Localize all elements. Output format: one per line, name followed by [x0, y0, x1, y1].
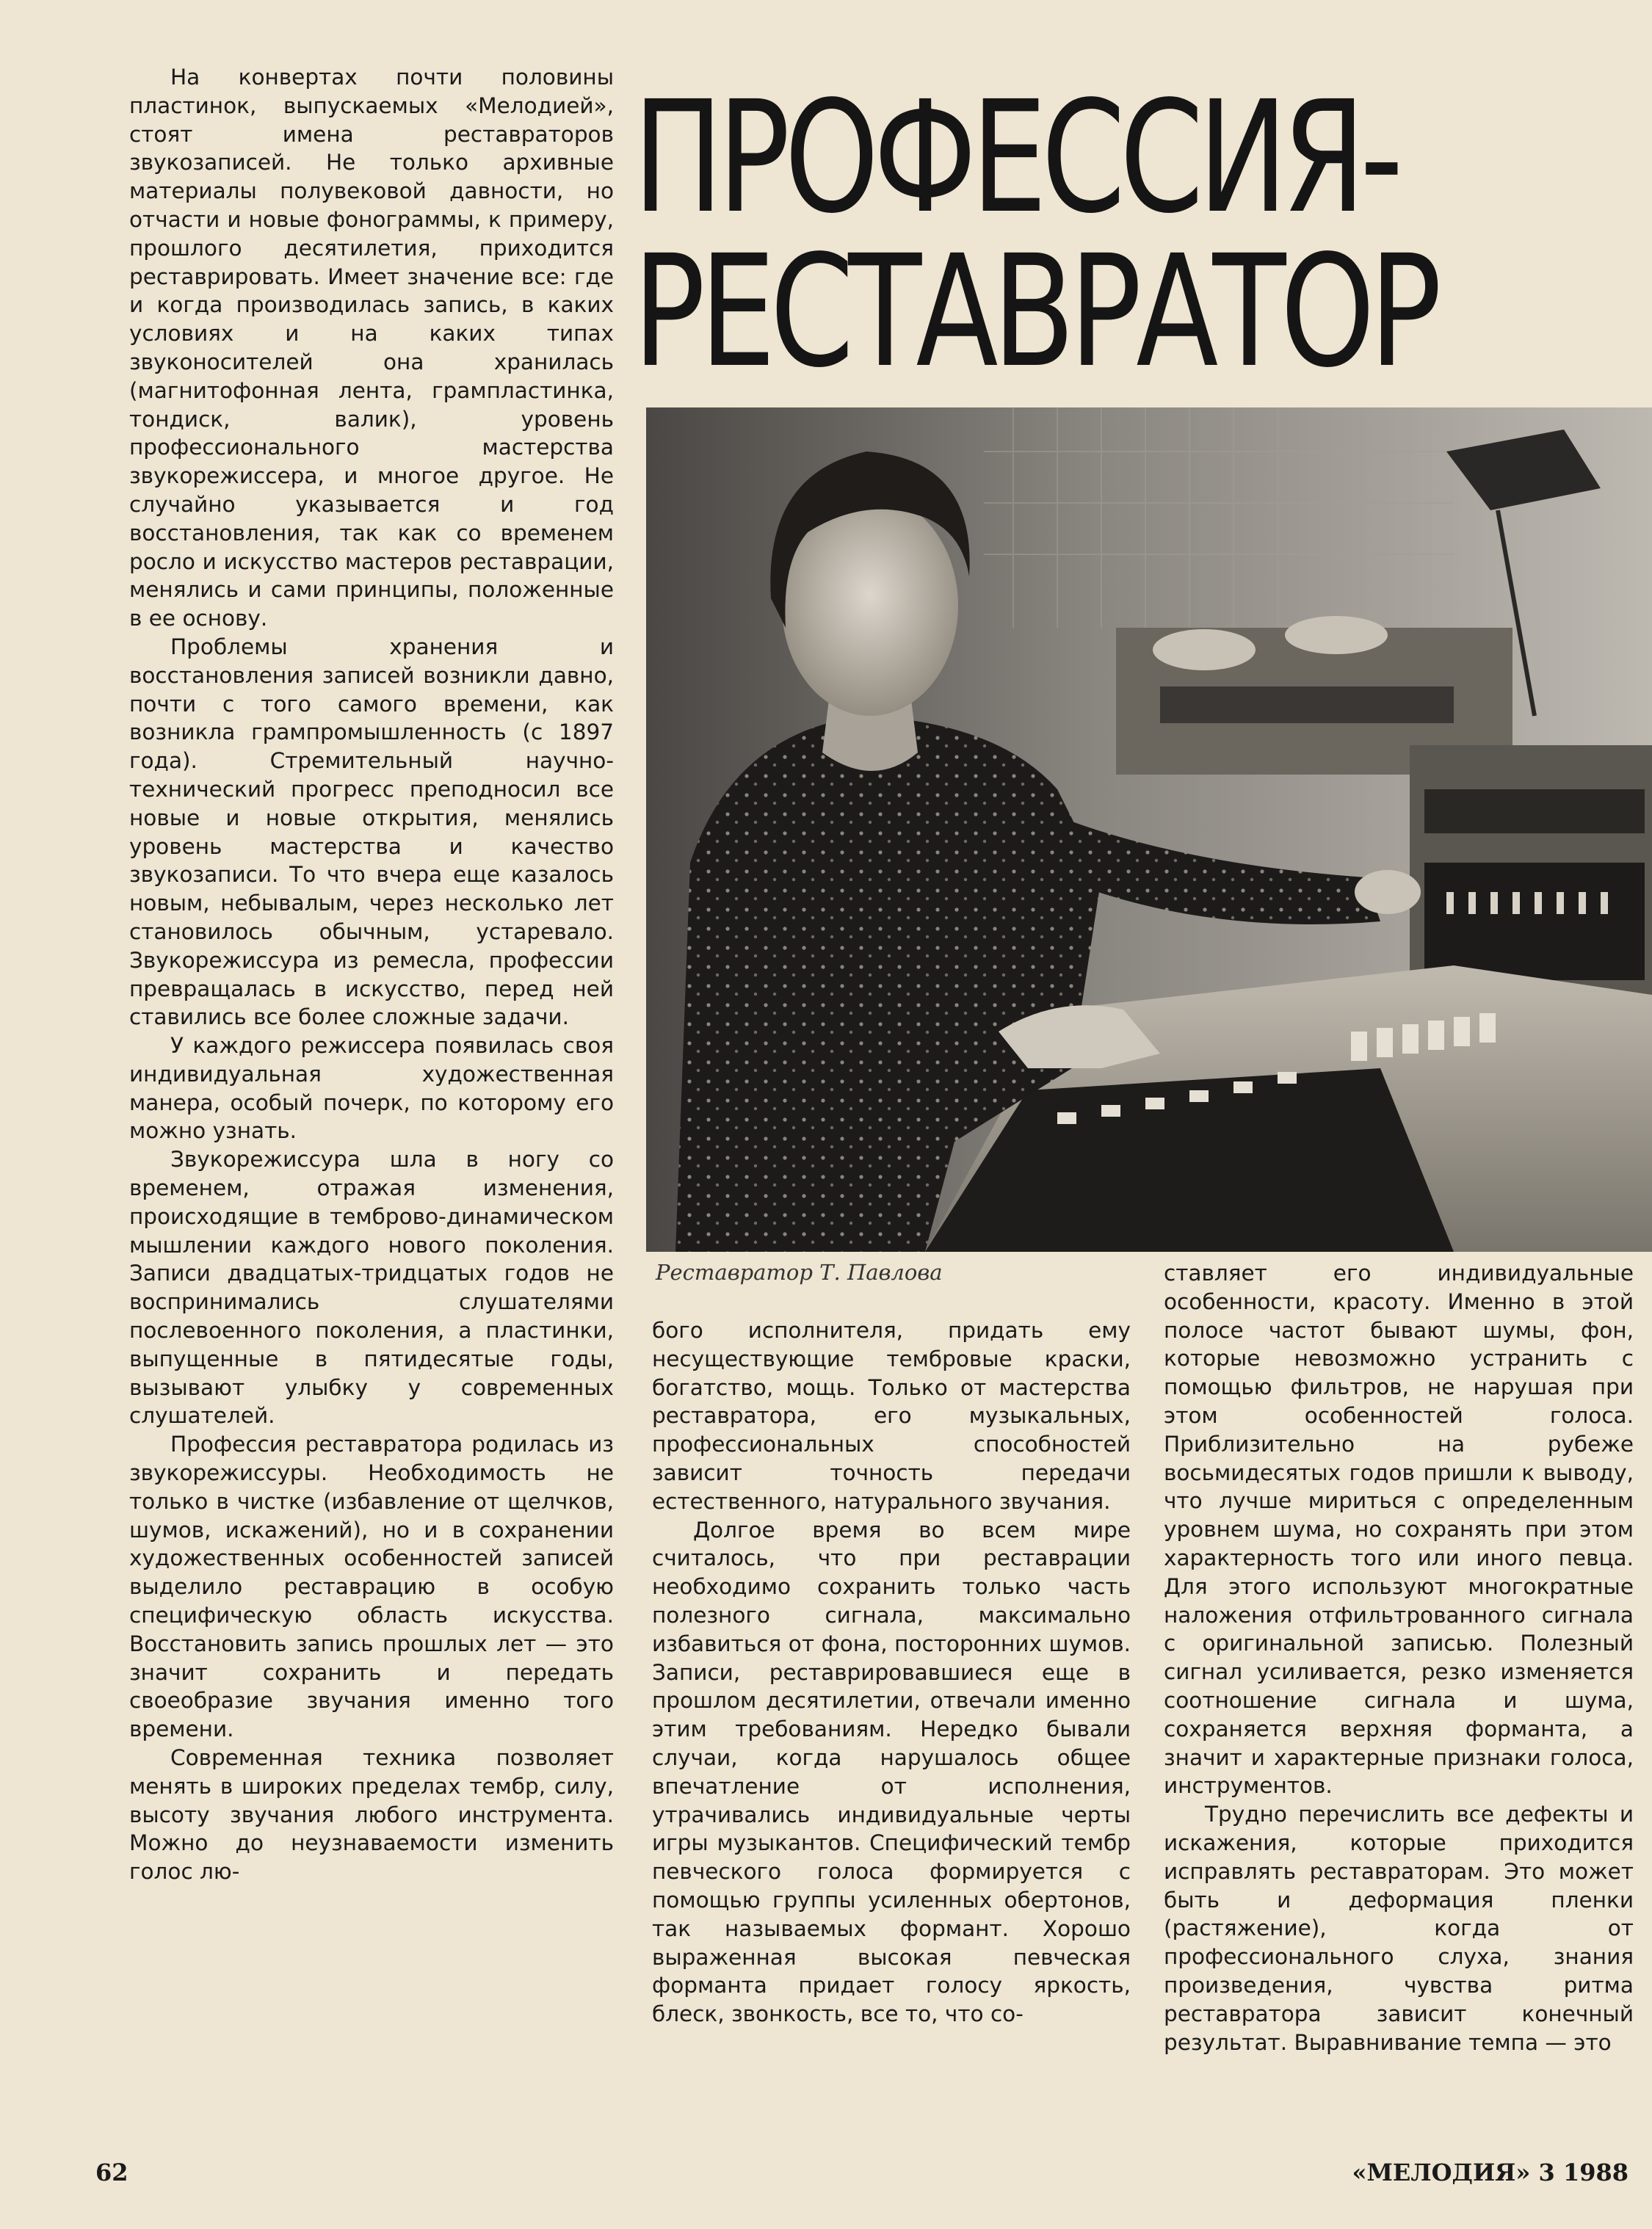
text-column-middle [652, 1316, 1131, 2029]
paragraph: бого исполнителя, придать ему несуществующие тембровые краски, богатство, мощь. Только от мастерства реставратора, его музыкальных, профессиональных способностей зависит точность передачи естественного, натурального звучания. [652, 1318, 1131, 1514]
paragraph: У каждого режиссера появилась своя индивидуальная художественная манера, особый почерк, по которому его можно узнать. [129, 1033, 614, 1144]
magazine-issue: «МЕЛОДИЯ» 3 1988 [1352, 2159, 1629, 2186]
paragraph: Звукорежиссура шла в ногу со временем, отражая изменения, происходящие в темброво-динамическом мышлении каждого нового поколения. Записи двадцатых-тридцатых годов не воспринимались слушателями послевоенного поколения, а пластинки, выпущенные в пятидесятые годы, вызывают улыбку у современных слушателей. [129, 1147, 614, 1429]
title-line-2: РЕСТАВРАТОР [633, 222, 1436, 402]
paragraph: Профессия реставратора родилась из звукорежиссуры. Необходимость не только в чистке (избавление от щелчков, шумов, искажений), но и в сохранении художественных особенностей записей выделило реставрацию в особую специфическую область искусства. Восстановить запись прошлых лет — это значит сохранить и передать своеобразие звучания именно того времени. [129, 1432, 614, 1742]
paragraph: На конвертах почти половины пластинок, выпускаемых «Мелодией», стоят имена реставраторов звукозаписей. Не только архивные материалы полувековой давности, но отчасти и новые фонограммы, к примеру, прошлого десятилетия, приходится реставрировать. Имеет значение все: где и когда производилась запись, в каких условиях и на каких типах звуконосителей она хранилась (магнитофонная лента, грампластинка, тондиск, валик), уровень профессионального мастерства звукорежиссера, и многое другое. Не случайно указывается и год восстановления, так как со временем росло и искусство мастеров реставрации, менялись и сами принципы, положенные в ее основу. [129, 65, 614, 631]
article-title [633, 68, 1436, 402]
text-column-left [129, 63, 614, 1886]
paragraph: ставляет его индивидуальные особенности, красоту. Именно в этой полосе частот бывают шумы, фон, которые невозможно устранить с помощью фильтров, не нарушая при этом особенностей голоса. Приблизительно на рубеже восьмидесятых годов пришли к выводу, что лучше мириться с определенным уровнем шума, но сохранять при этом характерность того или иного певца. Для этого используют многократные наложения отфильтрованного сигнала с оригинальной записью. Полезный сигнал усиливается, резко изменяется соотношение сигнала и шума, сохраняется верхняя форманта, а значит и характерные признаки голоса, инструментов. [1164, 1261, 1634, 1799]
paragraph: Современная техника позволяет менять в широких пределах тембр, силу, высоту звучания любого инструмента. Можно до неузнаваемости изменить голос лю- [129, 1745, 614, 1885]
paragraph: Проблемы хранения и восстановления записей возникли давно, почти с того самого времени, как возникла грампромышленность (с 1897 года). Стремительный научно-технический прогресс преподносил все новые и новые открытия, менялись уровень мастерства и качество звукозаписи. То что вчера еще казалось новым, небывалым, через несколько лет становилось обычным, устаревало. Звукорежиссура из ремесла, профессии превращалась в искусство, перед ней ставились все более сложные задачи. [129, 634, 614, 1030]
text-column-right [1164, 1259, 1634, 2056]
restorer-photo [646, 407, 1652, 1252]
photo-caption: Реставратор Т. Павлова [656, 1260, 943, 1285]
paragraph: Долгое время во всем мире считалось, что при реставрации необходимо сохранить только часть полезного сигнала, максимально избавиться от фона, посторонних шумов. Записи, реставрировавшиеся еще в прошлом десятилетии, отвечали именно этим требованиям. Нередко бывали случаи, когда нарушалось общее впечатление от исполнения, утрачивались индивидуальные черты игры музыкантов. Специфический тембр певческого голоса формируется с помощью группы усиленных обертонов, так называемых формант. Хорошо выраженная высокая певческая форманта придает голосу яркость, блеск, звонкость, все то, что со- [652, 1517, 1131, 2027]
title-line-1: ПРОФЕССИЯ- [633, 68, 1398, 247]
paragraph: Трудно перечислить все дефекты и искажения, которые приходится исправлять реставраторам. Это может быть и деформация пленки (растяжение), когда от профессионального слуха, знания произведения, чувства ритма реставратора зависит конечный результат. Выравнивание темпа — это [1164, 1802, 1634, 2055]
page-number: 62 [95, 2159, 128, 2186]
